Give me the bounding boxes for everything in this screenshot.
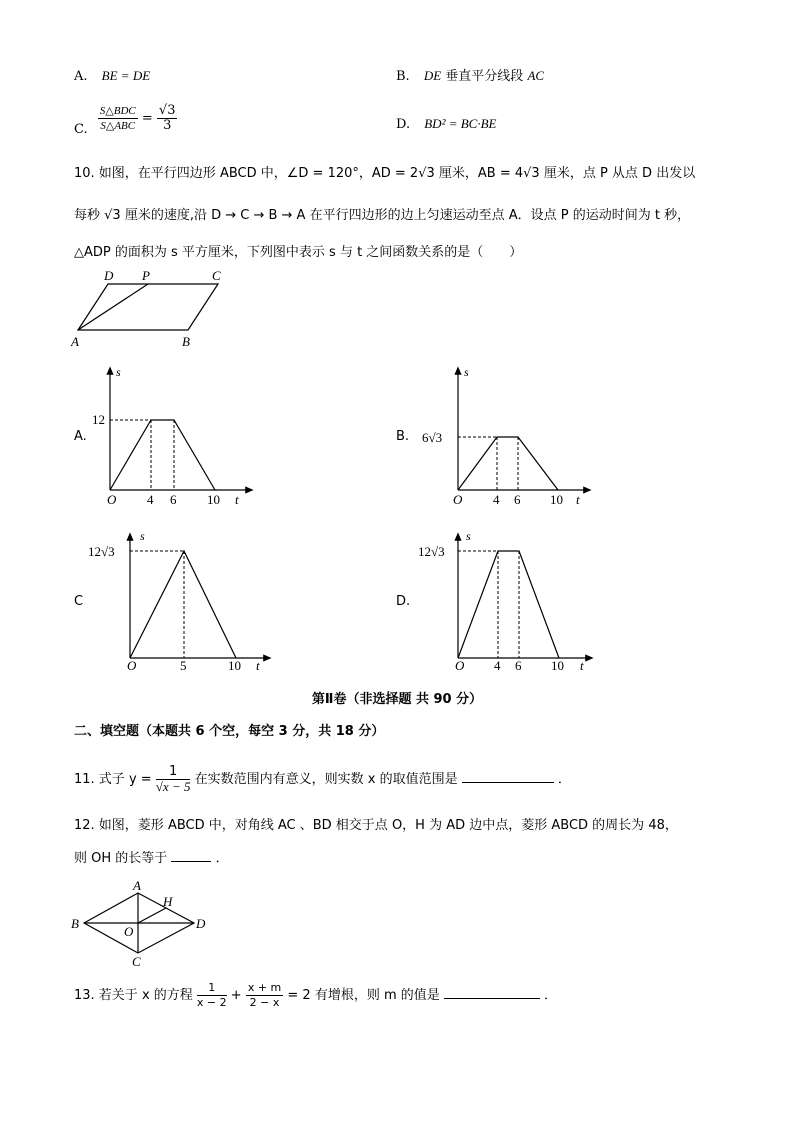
graph-line	[110, 420, 215, 490]
fraction-denominator: x − 2	[196, 996, 227, 1009]
option-label: A.	[74, 69, 88, 84]
q12-line-1: 12. 如图，菱形 ABCD 中，对角线 AC 、BD 相交于点 O，H 为 AD 边中点，菱形 ABCD 的周长为 48，	[74, 818, 678, 833]
graph-d	[418, 529, 608, 680]
x-tick: 5	[180, 658, 187, 673]
option-b-text: 垂直平分线段	[441, 69, 528, 84]
q13-prefix: 13. 若关于 x 的方程	[74, 988, 197, 1003]
q11-prefix: 11. 式子 y =	[74, 772, 156, 787]
x-tick: 10	[551, 658, 564, 673]
y-label: s	[466, 529, 471, 543]
x-tick: 4	[147, 492, 154, 507]
label-b: B	[182, 334, 190, 349]
answer-blank[interactable]	[462, 770, 554, 783]
graph-b	[422, 364, 608, 514]
y-label: s	[464, 365, 469, 379]
option-c-fraction	[98, 104, 138, 133]
x-label: t	[576, 492, 580, 507]
x-label: t	[580, 658, 584, 673]
segment-ap	[78, 284, 148, 330]
label-a: A	[133, 878, 141, 893]
q13-fraction-1	[197, 981, 227, 1010]
graph-line	[458, 437, 558, 490]
label-h: H	[163, 894, 173, 909]
peak-label: 6√3	[422, 430, 443, 445]
x-label: t	[235, 492, 239, 507]
option-b-tail: AC	[527, 68, 545, 83]
x-tick: 10	[207, 492, 220, 507]
option-a	[74, 68, 150, 85]
q10-line-2: 每秒 √3 厘米的速度,沿 D → C → B → A 在平行四边形的边上匀速运动至点 A．设点 P 的运动时间为 t 秒，	[74, 208, 691, 223]
graph-line	[458, 551, 559, 658]
segment-oh	[138, 908, 166, 923]
y-label: s	[116, 365, 121, 379]
peak-label: 12√3	[88, 544, 115, 559]
graph-c	[88, 529, 280, 680]
q13-end: ．	[544, 988, 558, 1003]
option-d	[396, 116, 496, 133]
fraction-numerator: S△BDC	[99, 105, 136, 117]
fraction-denominator: √x − 5	[155, 779, 191, 794]
label-c: C	[132, 954, 141, 969]
fraction-denominator: 3	[163, 118, 172, 133]
option-label: B.	[396, 69, 410, 84]
graph-b-option: B.	[396, 429, 410, 444]
graph-d-option: D.	[396, 594, 411, 609]
origin-label: O	[127, 658, 137, 673]
x-tick: 10	[550, 492, 563, 507]
graph-a	[90, 364, 260, 514]
label-c: C	[212, 268, 221, 283]
q12-end: ．	[215, 851, 229, 866]
x-tick: 4	[493, 492, 500, 507]
origin-label: O	[453, 492, 463, 507]
graph-line	[130, 551, 236, 658]
x-tick: 6	[514, 492, 521, 507]
fraction-numerator: 1	[156, 765, 191, 780]
fraction-numerator: x + m	[247, 981, 282, 994]
plus-sign: +	[230, 988, 242, 1003]
option-b	[396, 68, 544, 85]
section-title: 第Ⅱ卷（非选择题 共 90 分）	[311, 692, 483, 707]
graph-a-option: A.	[74, 429, 87, 444]
x-tick: 4	[494, 658, 501, 673]
option-d-text: BD² = BC·BE	[424, 116, 497, 131]
x-label: t	[256, 658, 260, 673]
option-c	[74, 103, 177, 137]
parallelogram-figure	[70, 268, 230, 350]
q12-line-2-text: 则 OH 的长等于	[74, 851, 168, 866]
q11	[74, 760, 571, 800]
peak-label: 12√3	[418, 544, 445, 559]
fraction-denominator: 2 − x	[249, 996, 280, 1009]
parallelogram-abcd	[78, 284, 218, 330]
label-p: P	[142, 268, 150, 283]
q11-end: ．	[557, 772, 571, 787]
option-label: D.	[396, 117, 411, 132]
origin-label: O	[455, 658, 465, 673]
x-tick: 6	[515, 658, 522, 673]
peak-label: 12	[92, 412, 105, 427]
answer-blank[interactable]	[444, 986, 540, 999]
equals-sign: =	[141, 111, 153, 126]
section-subtitle: 二、填空题（本题共 6 个空，每空 3 分，共 18 分）	[74, 724, 385, 739]
label-a: A	[71, 334, 79, 349]
fraction-numerator: 1	[197, 981, 227, 996]
x-tick: 10	[228, 658, 241, 673]
origin-label: O	[107, 492, 117, 507]
q10-line-3: △ADP 的面积为 s 平方厘米，下列图中表示 s 与 t 之间函数关系的是（ ）	[74, 245, 523, 260]
answer-blank[interactable]	[171, 849, 211, 862]
fraction-numerator: √3	[158, 103, 176, 118]
label-d: D	[104, 268, 114, 283]
q13	[74, 976, 557, 1016]
option-c-rhs	[157, 104, 178, 133]
q10-line-1: 10. 如图，在平行四边形 ABCD 中，∠D = 120°，AD = 2√3 厘米，AB = 4√3 厘米，点 P 从点 D 出发以	[74, 166, 696, 181]
label-d: D	[196, 916, 206, 931]
q13-fraction-2	[246, 981, 283, 1010]
label-b: B	[71, 916, 79, 931]
graph-c-option: C	[74, 594, 84, 609]
option-b-math: DE	[423, 68, 442, 83]
option-label: C.	[74, 122, 88, 137]
rhombus-figure	[68, 878, 218, 968]
label-o: O	[124, 924, 134, 939]
q11-fraction	[156, 765, 191, 794]
fraction-denominator: S△ABC	[100, 120, 136, 132]
x-tick: 6	[170, 492, 177, 507]
q11-suffix: 在实数范围内有意义，则实数 x 的取值范围是	[194, 772, 458, 787]
q12-line-2	[74, 849, 229, 867]
q13-text: = 2 有增根，则 m 的值是	[287, 988, 440, 1003]
y-label: s	[140, 529, 145, 543]
option-a-text: BE = DE	[101, 68, 151, 83]
